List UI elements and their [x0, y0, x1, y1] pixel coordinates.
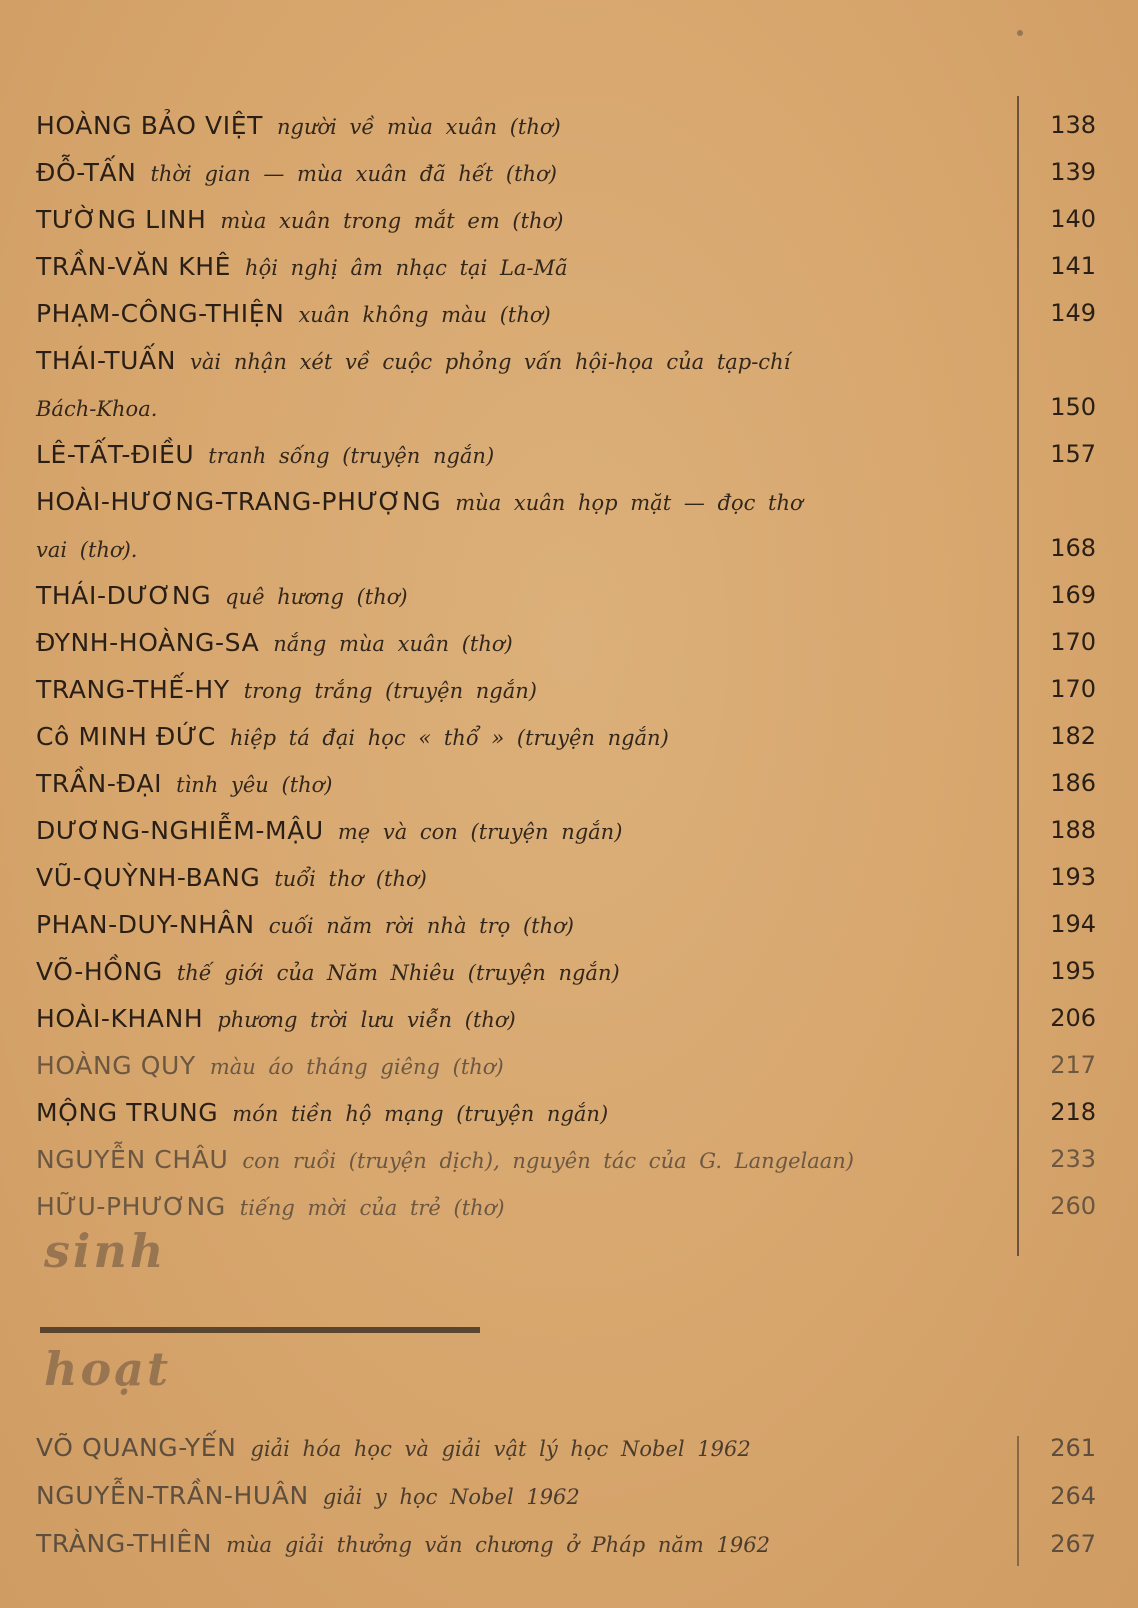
- entry-author: Cô MINH ĐỨC: [36, 722, 216, 751]
- toc-entry[interactable]: [36, 1042, 1096, 1089]
- entry-author: MỘNG TRUNG: [36, 1098, 219, 1127]
- entry-title: tình yêu (thơ): [176, 773, 333, 797]
- entry-title: thế giới của Năm Nhiêu (truyện ngắn): [176, 961, 620, 985]
- entry-page: 260: [1050, 1192, 1096, 1220]
- entry-title: trong trắng (truyện ngắn): [243, 679, 537, 703]
- table-of-contents: [36, 102, 1096, 1230]
- entry-author: VŨ-QUỲNH-BANG: [36, 863, 261, 892]
- entry-title: mùa giải thưởng văn chương ở Pháp năm 1962: [226, 1533, 770, 1557]
- entry-page: 170: [1050, 628, 1096, 656]
- entry-title: tranh sống (truyện ngắn): [208, 444, 495, 468]
- entry-title: mùa xuân trong mắt em (thơ): [220, 209, 564, 233]
- entry-title: giải hóa học và giải vật lý học Nobel 1962: [250, 1437, 751, 1461]
- toc-entry[interactable]: [36, 854, 1096, 901]
- entry-page: 217: [1050, 1051, 1096, 1079]
- entry-page: 194: [1050, 910, 1096, 938]
- section-heading-hoat: hoạt: [44, 1342, 172, 1396]
- entry-page: 218: [1050, 1098, 1096, 1126]
- toc-entry[interactable]: [36, 1520, 1096, 1568]
- entry-title: giải y học Nobel 1962: [322, 1485, 580, 1509]
- entry-author: PHAN-DUY-NHÂN: [36, 910, 255, 939]
- table-of-contents-sinh-hoat: [36, 1424, 1096, 1568]
- entry-author: TRẦN-ĐẠI: [36, 769, 163, 798]
- entry-page: 261: [1050, 1434, 1096, 1462]
- toc-entry[interactable]: [36, 196, 1096, 243]
- entry-page: 195: [1050, 957, 1096, 985]
- entry-title: tuổi thơ (thơ): [274, 867, 427, 891]
- entry-page: 182: [1050, 722, 1096, 750]
- entry-page: 139: [1050, 158, 1096, 186]
- entry-title: màu áo tháng giêng (thơ): [209, 1055, 504, 1079]
- toc-entry[interactable]: [36, 666, 1096, 713]
- entry-title: Bách-Khoa.: [36, 397, 158, 421]
- entry-title: con ruồi (truyện dịch), nguyên tác của G. Langelaan): [242, 1149, 855, 1173]
- entry-author: ĐYNH-HOÀNG-SA: [36, 628, 260, 657]
- entry-author: NGUYỄN-TRẦN-HUÂN: [36, 1481, 309, 1510]
- entry-page: 141: [1050, 252, 1096, 280]
- entry-title: mẹ và con (truyện ngắn): [337, 820, 623, 844]
- entry-author: NGUYỄN CHÂU: [36, 1145, 229, 1174]
- toc-entry[interactable]: [36, 948, 1096, 995]
- entry-page: 149: [1050, 299, 1096, 327]
- entry-title: phương trời lưu viễn (thơ): [217, 1008, 516, 1032]
- entry-page: 193: [1050, 863, 1096, 891]
- entry-author: HỮU-PHƯƠNG: [36, 1192, 226, 1221]
- toc-entry[interactable]: [36, 243, 1096, 290]
- entry-author: THÁI-TUẤN: [36, 346, 177, 375]
- section-heading-sinh: sinh: [44, 1224, 167, 1278]
- entry-title: nắng mùa xuân (thơ): [273, 632, 513, 656]
- entry-author: HOÀNG BẢO VIỆT: [36, 111, 263, 140]
- toc-entry[interactable]: [36, 572, 1096, 619]
- entry-author: HOÀNG QUY: [36, 1051, 196, 1080]
- entry-author: HOÀI-HƯƠNG-TRANG-PHƯỢNG: [36, 487, 442, 516]
- entry-author: DƯƠNG-NGHIỄM-MẬU: [36, 816, 324, 845]
- entry-page: 233: [1050, 1145, 1096, 1173]
- toc-entry[interactable]: [36, 149, 1096, 196]
- toc-entry[interactable]: [36, 760, 1096, 807]
- toc-entry[interactable]: [36, 478, 1096, 525]
- entry-title: tiếng mời của trẻ (thơ): [239, 1196, 505, 1220]
- entry-title: vài nhận xét về cuộc phỏng vấn hội-họa của tạp-chí: [190, 350, 791, 374]
- toc-entry[interactable]: [36, 619, 1096, 666]
- toc-entry[interactable]: [36, 807, 1096, 854]
- entry-page: 267: [1050, 1530, 1096, 1558]
- entry-author: LÊ-TẤT-ĐIỀU: [36, 440, 195, 469]
- toc-entry-continuation[interactable]: [36, 525, 1096, 572]
- entry-page: 206: [1050, 1004, 1096, 1032]
- toc-entry[interactable]: [36, 1424, 1096, 1472]
- entry-title: quê hương (thơ): [225, 585, 408, 609]
- entry-page: 170: [1050, 675, 1096, 703]
- entry-page: 150: [1050, 393, 1096, 421]
- entry-title: vai (thơ).: [36, 538, 138, 562]
- entry-page: 188: [1050, 816, 1096, 844]
- entry-page: 186: [1050, 769, 1096, 797]
- entry-title: hiệp tá đại học « thổ » (truyện ngắn): [229, 726, 669, 750]
- entry-author: VÕ QUANG-YẾN: [36, 1433, 237, 1462]
- entry-title: món tiền hộ mạng (truyện ngắn): [232, 1102, 609, 1126]
- entry-page: 138: [1050, 111, 1096, 139]
- toc-entry[interactable]: [36, 901, 1096, 948]
- entry-title: thời gian — mùa xuân đã hết (thơ): [150, 162, 557, 186]
- entry-author: TRANG-THẾ-HY: [36, 675, 230, 704]
- entry-title: mùa xuân họp mặt — đọc thơ: [455, 491, 803, 515]
- entry-page: 140: [1050, 205, 1096, 233]
- entry-page: 168: [1050, 534, 1096, 562]
- entry-page: 157: [1050, 440, 1096, 468]
- toc-entry[interactable]: [36, 995, 1096, 1042]
- ink-speck: [1017, 30, 1023, 36]
- entry-author: VÕ-HỒNG: [36, 957, 163, 986]
- entry-title: người về mùa xuân (thơ): [276, 115, 561, 139]
- toc-entry[interactable]: [36, 102, 1096, 149]
- entry-author: TƯỜNG LINH: [36, 205, 207, 234]
- entry-title: xuân không màu (thơ): [298, 303, 551, 327]
- toc-entry[interactable]: [36, 431, 1096, 478]
- entry-author: TRÀNG-THIÊN: [36, 1529, 213, 1558]
- toc-entry[interactable]: [36, 1472, 1096, 1520]
- entry-page: 264: [1050, 1482, 1096, 1510]
- entry-page: 169: [1050, 581, 1096, 609]
- entry-title: hội nghị âm nhạc tại La-Mã: [245, 256, 568, 280]
- entry-author: PHẠM-CÔNG-THIỆN: [36, 299, 285, 328]
- entry-author: HOÀI-KHANH: [36, 1004, 204, 1033]
- toc-entry[interactable]: [36, 337, 1096, 384]
- toc-entry-continuation[interactable]: [36, 384, 1096, 431]
- entry-author: TRẦN-VĂN KHÊ: [36, 252, 232, 281]
- toc-entry[interactable]: [36, 1136, 1096, 1183]
- toc-entry[interactable]: [36, 290, 1096, 337]
- entry-author: THÁI-DƯƠNG: [36, 581, 212, 610]
- toc-entry[interactable]: [36, 713, 1096, 760]
- section-divider: [40, 1327, 480, 1333]
- entry-title: cuối năm rời nhà trọ (thơ): [268, 914, 574, 938]
- toc-entry[interactable]: [36, 1183, 1096, 1230]
- toc-entry[interactable]: [36, 1089, 1096, 1136]
- entry-author: ĐỖ-TẤN: [36, 158, 137, 187]
